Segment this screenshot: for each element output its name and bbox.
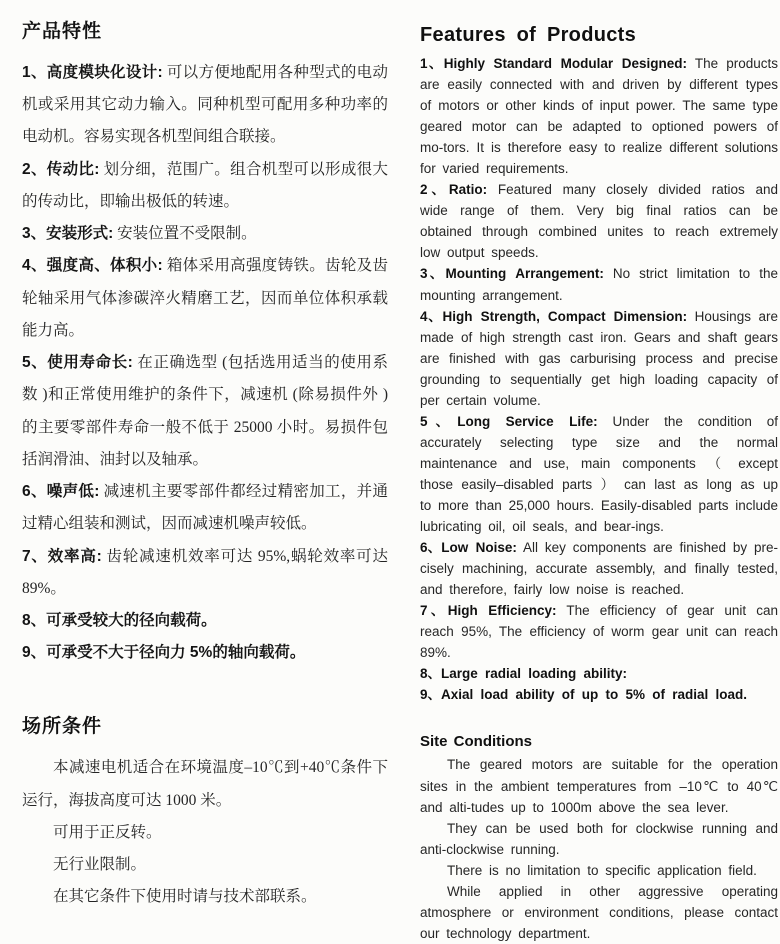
feature-item-zh-5 [22, 347, 388, 476]
feature-label-en-2: 2、Ratio: [420, 182, 488, 198]
feature-text-en-4: Housings are made of high strength cast iron. Gears and shaft gears are finished with gas carburising process and precise grounding to sequentially get high loading capacity of per certain volume. [420, 308, 778, 408]
feature-label-zh-9: 9、可承受不大于径向力 5%的轴向载荷。 [22, 644, 306, 662]
feature-text-zh-2: 划分细，范围广。组合机型可以形成很大的传动比，即输出极低的转速。 [22, 160, 388, 210]
site-paragraph-en-1: The geared motors are suitable for the operation sites in the ambient temperatures from –10℃ to 40℃ and alti-tudes up to 1000m above the sea lever. [420, 757, 778, 815]
site-conditions-title-zh: 场所条件 [22, 716, 103, 738]
site-paragraph-zh-1: 本减速电机适合在环境温度–10℃到+40℃条件下运行，海拔高度可达 1000 米。 [22, 759, 388, 809]
site-paragraph-en-2: They can be used both for clockwise running and anti-clockwise running. [420, 820, 778, 857]
feature-label-zh-6: 6、噪声低: [22, 483, 100, 501]
feature-item-zh-7 [22, 541, 388, 605]
feature-item-en-4 [420, 306, 778, 411]
feature-label-en-4: 4、High Strength, Compact Dimension: [420, 308, 688, 324]
feature-text-en-1: The products are easily connected with and driven by different types of motors or other kinds of input power. The same type geared motor can be adapted to optioned powers of mo-tors. It is therefore easy to realize different solutions for varied requirements. [420, 56, 778, 177]
chinese-column [22, 10, 388, 944]
site-conditions-title-en: Site Conditions [420, 733, 532, 751]
feature-item-en-5 [420, 411, 778, 537]
feature-text-zh-5: 在正确选型 (包括选用适当的使用系数 )和正常使用维护的条件下，减速机 (除易损件外 )的主要零部件寿命一般不低于 25000 小时。易损件包括润滑油、油封以及轴承。 [22, 354, 388, 468]
feature-text-en-6: All key components are finished by pre-cisely machining, accurate assembly, and finally tested, and therefore, fairly low noise is reached. [420, 540, 778, 598]
feature-item-en-9 [420, 684, 778, 705]
feature-item-zh-3 [22, 218, 388, 250]
feature-label-en-8: 8、Large radial loading ability: [420, 666, 628, 682]
feature-label-en-5: 5、Long Service Life: [420, 413, 598, 429]
feature-item-zh-6 [22, 476, 388, 540]
feature-label-zh-4: 4、强度高、体积小: [22, 257, 163, 275]
feature-item-zh-8 [22, 605, 388, 637]
chinese-section-title: 产品特性 [22, 21, 103, 42]
feature-item-en-7 [420, 600, 778, 663]
feature-label-zh-3: 3、安装形式: [22, 225, 114, 243]
feature-item-zh-1 [22, 57, 388, 154]
site-paragraph-zh-2: 可用于正反转。 [53, 823, 162, 841]
site-paragraph-en-3: There is no limitation to specific application field. [447, 862, 757, 878]
feature-item-en-8 [420, 663, 778, 684]
site-paragraph-en-4: While applied in other aggressive operating atmosphere or environment conditions, please contact our technology department. [420, 883, 778, 941]
english-section-title: Features of Products [420, 24, 637, 46]
feature-text-zh-6: 减速机主要零部件都经过精密加工，并通过精心组装和测试，因而减速机噪声较低。 [22, 483, 388, 533]
feature-item-en-6 [420, 537, 778, 600]
feature-text-zh-4: 箱体采用高强度铸铁。齿轮及齿轮轴采用气体渗碳淬火精磨工艺，因而单位体积承载能力高。 [22, 257, 388, 339]
feature-text-en-2: Featured many closely divided ratios and wide range of them. Very big final ratios can be obtained through combined unites to reach extremely low output speeds. [420, 182, 778, 261]
feature-label-zh-8: 8、可承受较大的径向载荷。 [22, 611, 217, 629]
feature-label-zh-5: 5、使用寿命长: [22, 354, 133, 372]
feature-label-en-3: 3、Mounting Arrangement: [420, 266, 604, 282]
feature-label-zh-2: 2、传动比: [22, 160, 100, 178]
feature-text-zh-3: 安装位置不受限制。 [117, 225, 257, 243]
feature-text-en-5: Under the condition of accurately selecting type size and the normal maintenance and use, main components （ except those easily–disabled parts ） can last as long as up to more than 25,000 hours. Easily-disabled parts include lubricating oil, oil seals, and bear-ings. [420, 413, 778, 535]
site-paragraph-zh-4: 在其它条件下使用时请与技术部联系。 [53, 888, 317, 906]
site-paragraph-zh-3: 无行业限制。 [53, 856, 147, 874]
feature-label-en-1: 1、Highly Standard Modular Designed: [420, 56, 687, 71]
feature-text-zh-1: 可以方便地配用各种型式的电动机或采用其它动力输入。同种机型可配用多种功率的电动机。容易实现各机型间组合联接。 [22, 64, 388, 146]
feature-item-zh-2 [22, 154, 388, 218]
feature-label-en-7: 7、High Efficiency: [420, 603, 557, 619]
feature-item-en-1 [420, 53, 778, 179]
feature-text-en-7: The efficiency of gear unit can reach 95%, The efficiency of worm gear unit can reach 89%. [420, 603, 778, 661]
feature-text-zh-7: 齿轮减速机效率可达 95%,蜗轮效率可达 89%。 [22, 547, 388, 597]
feature-item-en-3 [420, 263, 778, 305]
feature-item-zh-4 [22, 250, 388, 347]
feature-text-en-3: No strict limitation to the mounting arrangement. [420, 266, 778, 303]
feature-label-en-9: 9、Axial load ability of up to 5% of radial load. [420, 687, 748, 703]
feature-item-en-2 [420, 179, 778, 263]
feature-label-en-6: 6、Low Noise: [420, 540, 517, 556]
feature-label-zh-7: 7、效率高: [22, 547, 102, 565]
feature-item-zh-9 [22, 637, 388, 669]
english-column [420, 10, 778, 944]
feature-label-zh-1: 1、高度模块化设计: [22, 64, 163, 81]
